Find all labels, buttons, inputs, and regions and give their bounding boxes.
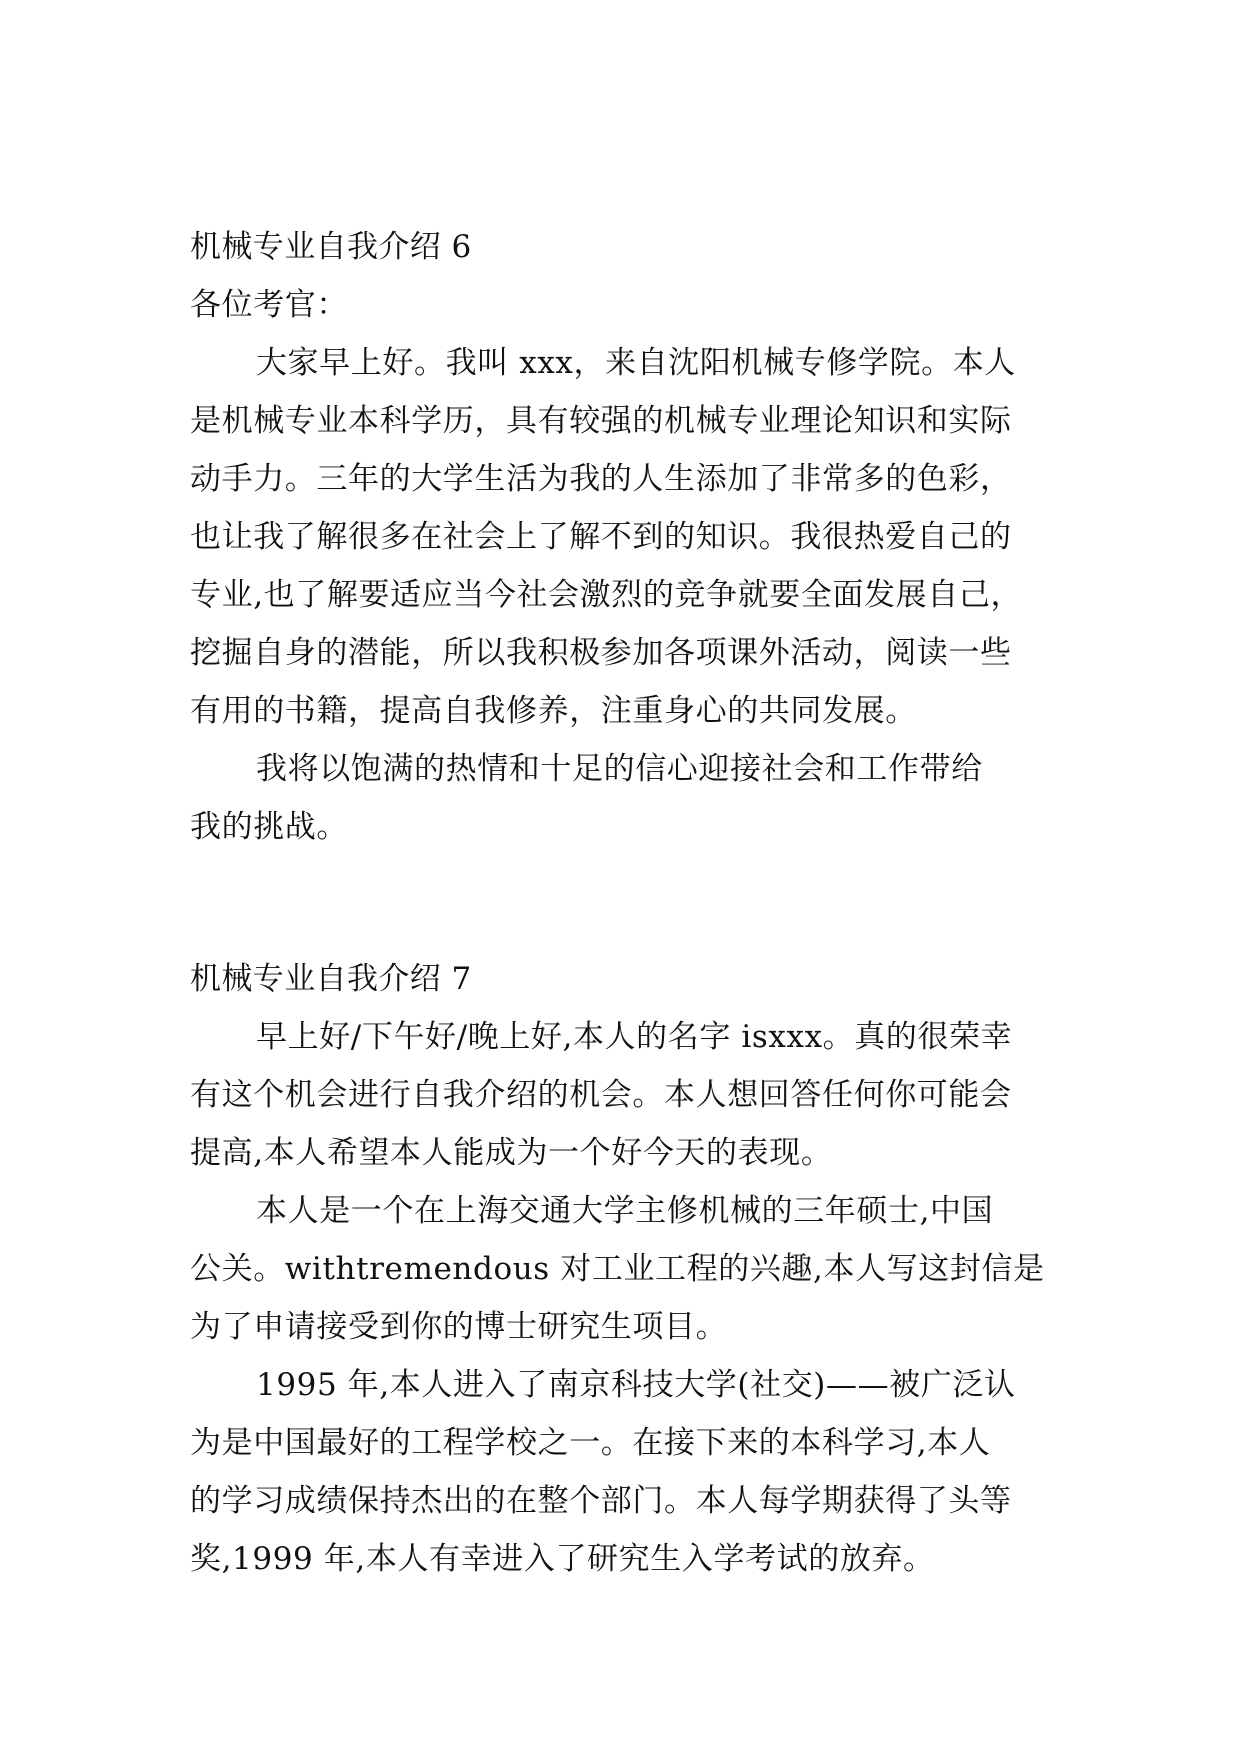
paragraph-line: 提高,本人希望本人能成为一个好今天的表现。 bbox=[190, 1135, 833, 1171]
paragraph bbox=[190, 1182, 1052, 1356]
paragraph-line: 专业,也了解要适应当今社会激烈的竞争就要全面发展自己， bbox=[190, 577, 1023, 613]
paragraph-line: 1995 年,本人进入了南京科技大学(社交)——被广泛认 bbox=[256, 1367, 1016, 1403]
paragraph-line: 动手力。三年的大学生活为我的人生添加了非常多的色彩， bbox=[190, 461, 1012, 497]
paragraph-line: 早上好/下午好/晚上好,本人的名字 isxxx。真的很荣幸 bbox=[256, 1019, 1013, 1055]
section-spacer bbox=[190, 856, 1052, 950]
paragraph-line: 大家早上好。我叫 xxx，来自沈阳机械专修学院。本人 bbox=[256, 345, 1016, 381]
paragraph bbox=[190, 1356, 1052, 1588]
paragraph-line: 也让我了解很多在社会上了解不到的知识。我很热爱自己的 bbox=[190, 519, 1012, 555]
paragraph-line: 的学习成绩保持杰出的在整个部门。本人每学期获得了头等 bbox=[190, 1483, 1012, 1519]
document-content bbox=[190, 218, 1052, 1588]
paragraph-line: 公关。withtremendous 对工业工程的兴趣,本人写这封信是 bbox=[190, 1251, 1045, 1287]
section-title: 机械专业自我介绍 6 bbox=[190, 229, 472, 265]
paragraph-line: 本人是一个在上海交通大学主修机械的三年硕士,中国 bbox=[256, 1193, 994, 1229]
salutation: 各位考官： bbox=[190, 287, 348, 323]
paragraph bbox=[190, 740, 1052, 856]
section-self-introduction-6 bbox=[190, 218, 1052, 856]
paragraph-line: 为是中国最好的工程学校之一。在接下来的本科学习,本人 bbox=[190, 1425, 991, 1461]
paragraph-line: 为了申请接受到你的博士研究生项目。 bbox=[190, 1309, 728, 1345]
paragraph-line: 奖,1999 年,本人有幸进入了研究生入学考试的放弃。 bbox=[190, 1541, 935, 1577]
paragraph bbox=[190, 1008, 1052, 1182]
paragraph bbox=[190, 334, 1052, 740]
paragraph-line: 有用的书籍，提高自我修养，注重身心的共同发展。 bbox=[190, 693, 917, 729]
paragraph-line: 我的挑战。 bbox=[190, 809, 348, 845]
paragraph-line: 我将以饱满的热情和十足的信心迎接社会和工作带给 bbox=[256, 751, 983, 787]
section-self-introduction-7 bbox=[190, 950, 1052, 1588]
section-title: 机械专业自我介绍 7 bbox=[190, 961, 472, 997]
paragraph-line: 挖掘自身的潜能，所以我积极参加各项课外活动，阅读一些 bbox=[190, 635, 1012, 671]
paragraph-line: 是机械专业本科学历，具有较强的机械专业理论知识和实际 bbox=[190, 403, 1012, 439]
paragraph-line: 有这个机会进行自我介绍的机会。本人想回答任何你可能会 bbox=[190, 1077, 1012, 1113]
